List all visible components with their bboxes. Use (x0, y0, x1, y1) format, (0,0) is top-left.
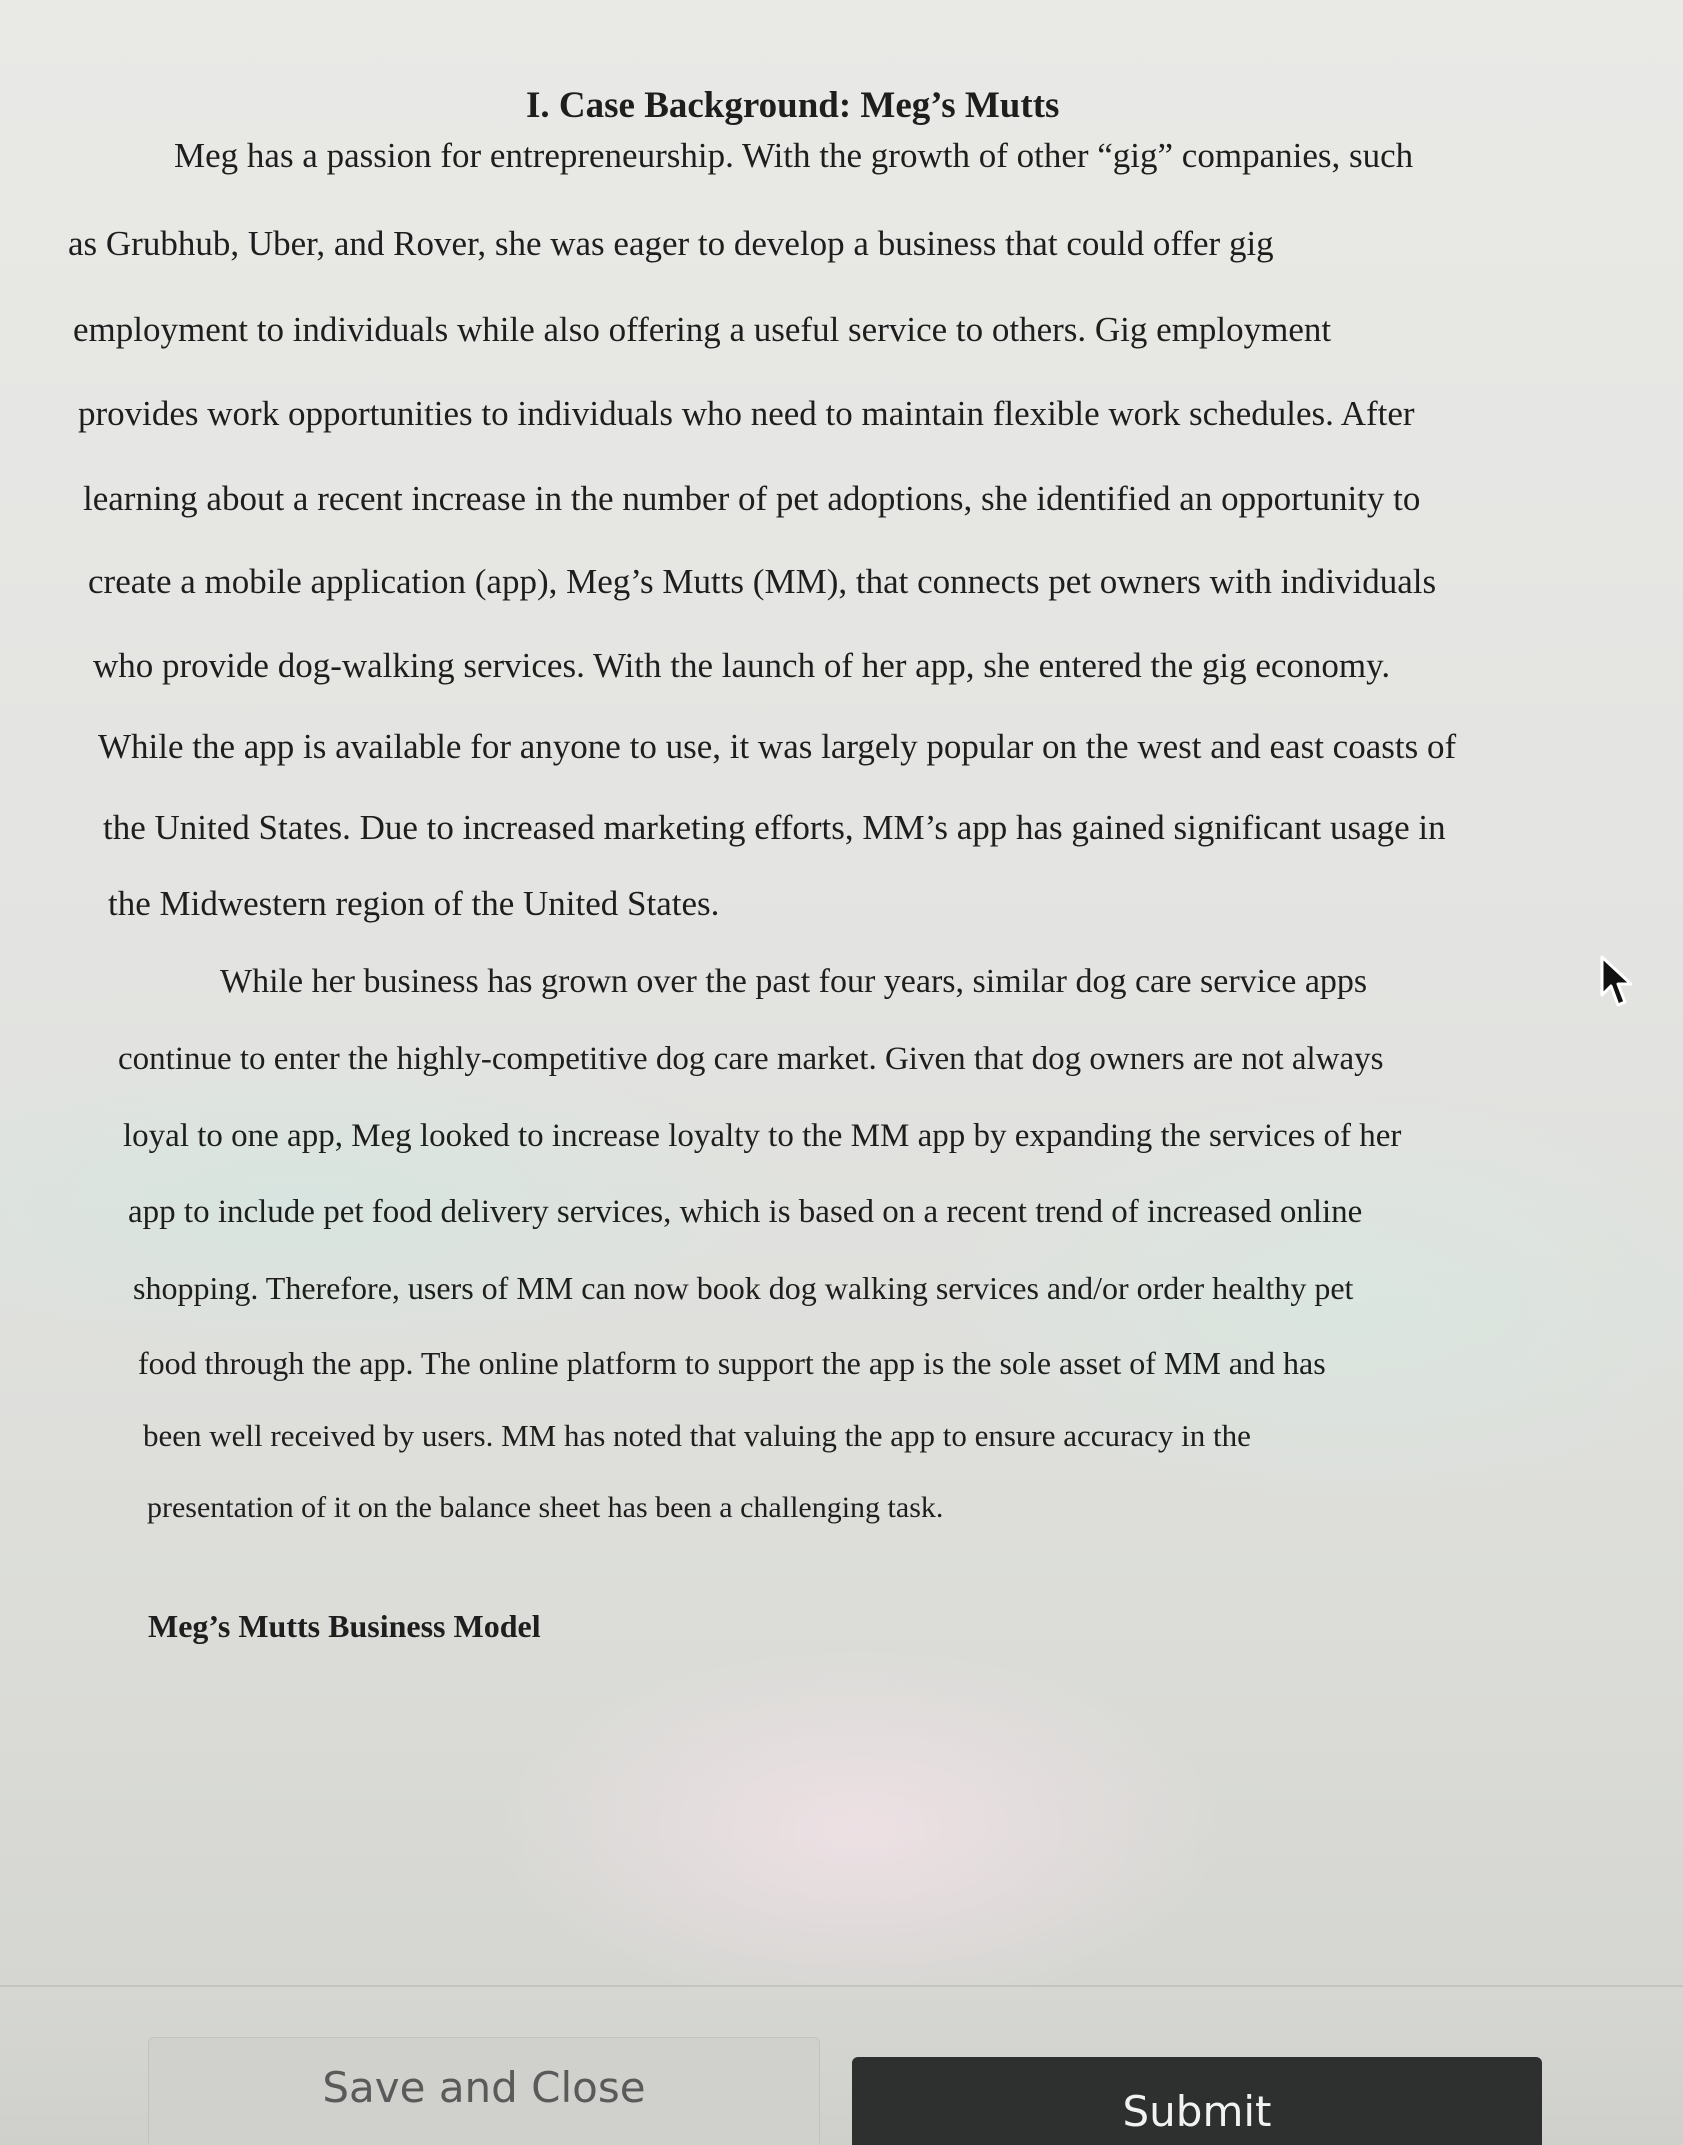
mouse-pointer-icon (1600, 955, 1640, 1011)
paragraph-line: loyal to one app, Meg looked to increase loyalty to the MM app by expanding the services of her (123, 1118, 1402, 1154)
save-and-close-button[interactable]: Save and Close (148, 2037, 820, 2145)
paragraph-line: shopping. Therefore, users of MM can now book dog walking services and/or order healthy pet (133, 1270, 1354, 1306)
paragraph-line: who provide dog-walking services. With the launch of her app, she entered the gig economy. (93, 646, 1391, 685)
paragraph-line: create a mobile application (app), Meg’s Mutts (MM), that connects pet owners with individuals (88, 562, 1437, 601)
paragraph-line: the United States. Due to increased marketing efforts, MM’s app has gained significant usage in (103, 808, 1446, 847)
paragraph-line: provides work opportunities to individuals who need to maintain flexible work schedules. After (78, 394, 1415, 433)
paragraph-line: food through the app. The online platform to support the app is the sole asset of MM and has (138, 1345, 1326, 1381)
paragraph-line: continue to enter the highly-competitive dog care market. Given that dog owners are not always (118, 1041, 1384, 1077)
business-model-heading: Meg’s Mutts Business Model (148, 1608, 541, 1644)
paragraph-line: learning about a recent increase in the number of pet adoptions, she identified an opportunity to (83, 479, 1421, 518)
case-heading: I. Case Background: Meg’s Mutts (526, 85, 1060, 126)
paragraph-line: While her business has grown over the past four years, similar dog care service apps (220, 963, 1368, 1000)
case-document (60, 70, 1560, 1970)
paragraph-line: the Midwestern region of the United States. (108, 884, 720, 923)
paragraph-line: app to include pet food delivery services, which is based on a recent trend of increased online (128, 1194, 1363, 1230)
paragraph-line: as Grubhub, Uber, and Rover, she was eager to develop a business that could offer gig (68, 224, 1274, 263)
paragraph-line: presentation of it on the balance sheet has been a challenging task. (147, 1491, 944, 1524)
paragraph-line: employment to individuals while also offering a useful service to others. Gig employment (73, 310, 1332, 349)
paragraph-line: While the app is available for anyone to use, it was largely popular on the west and east coasts of (98, 727, 1457, 766)
submit-button[interactable]: Submit (852, 2057, 1542, 2145)
paragraph-line: Meg has a passion for entrepreneurship. With the growth of other “gig” companies, such (174, 136, 1414, 175)
paragraph-line: been well received by users. MM has noted that valuing the app to ensure accuracy in the (143, 1418, 1251, 1453)
action-bar (0, 1985, 1683, 2145)
